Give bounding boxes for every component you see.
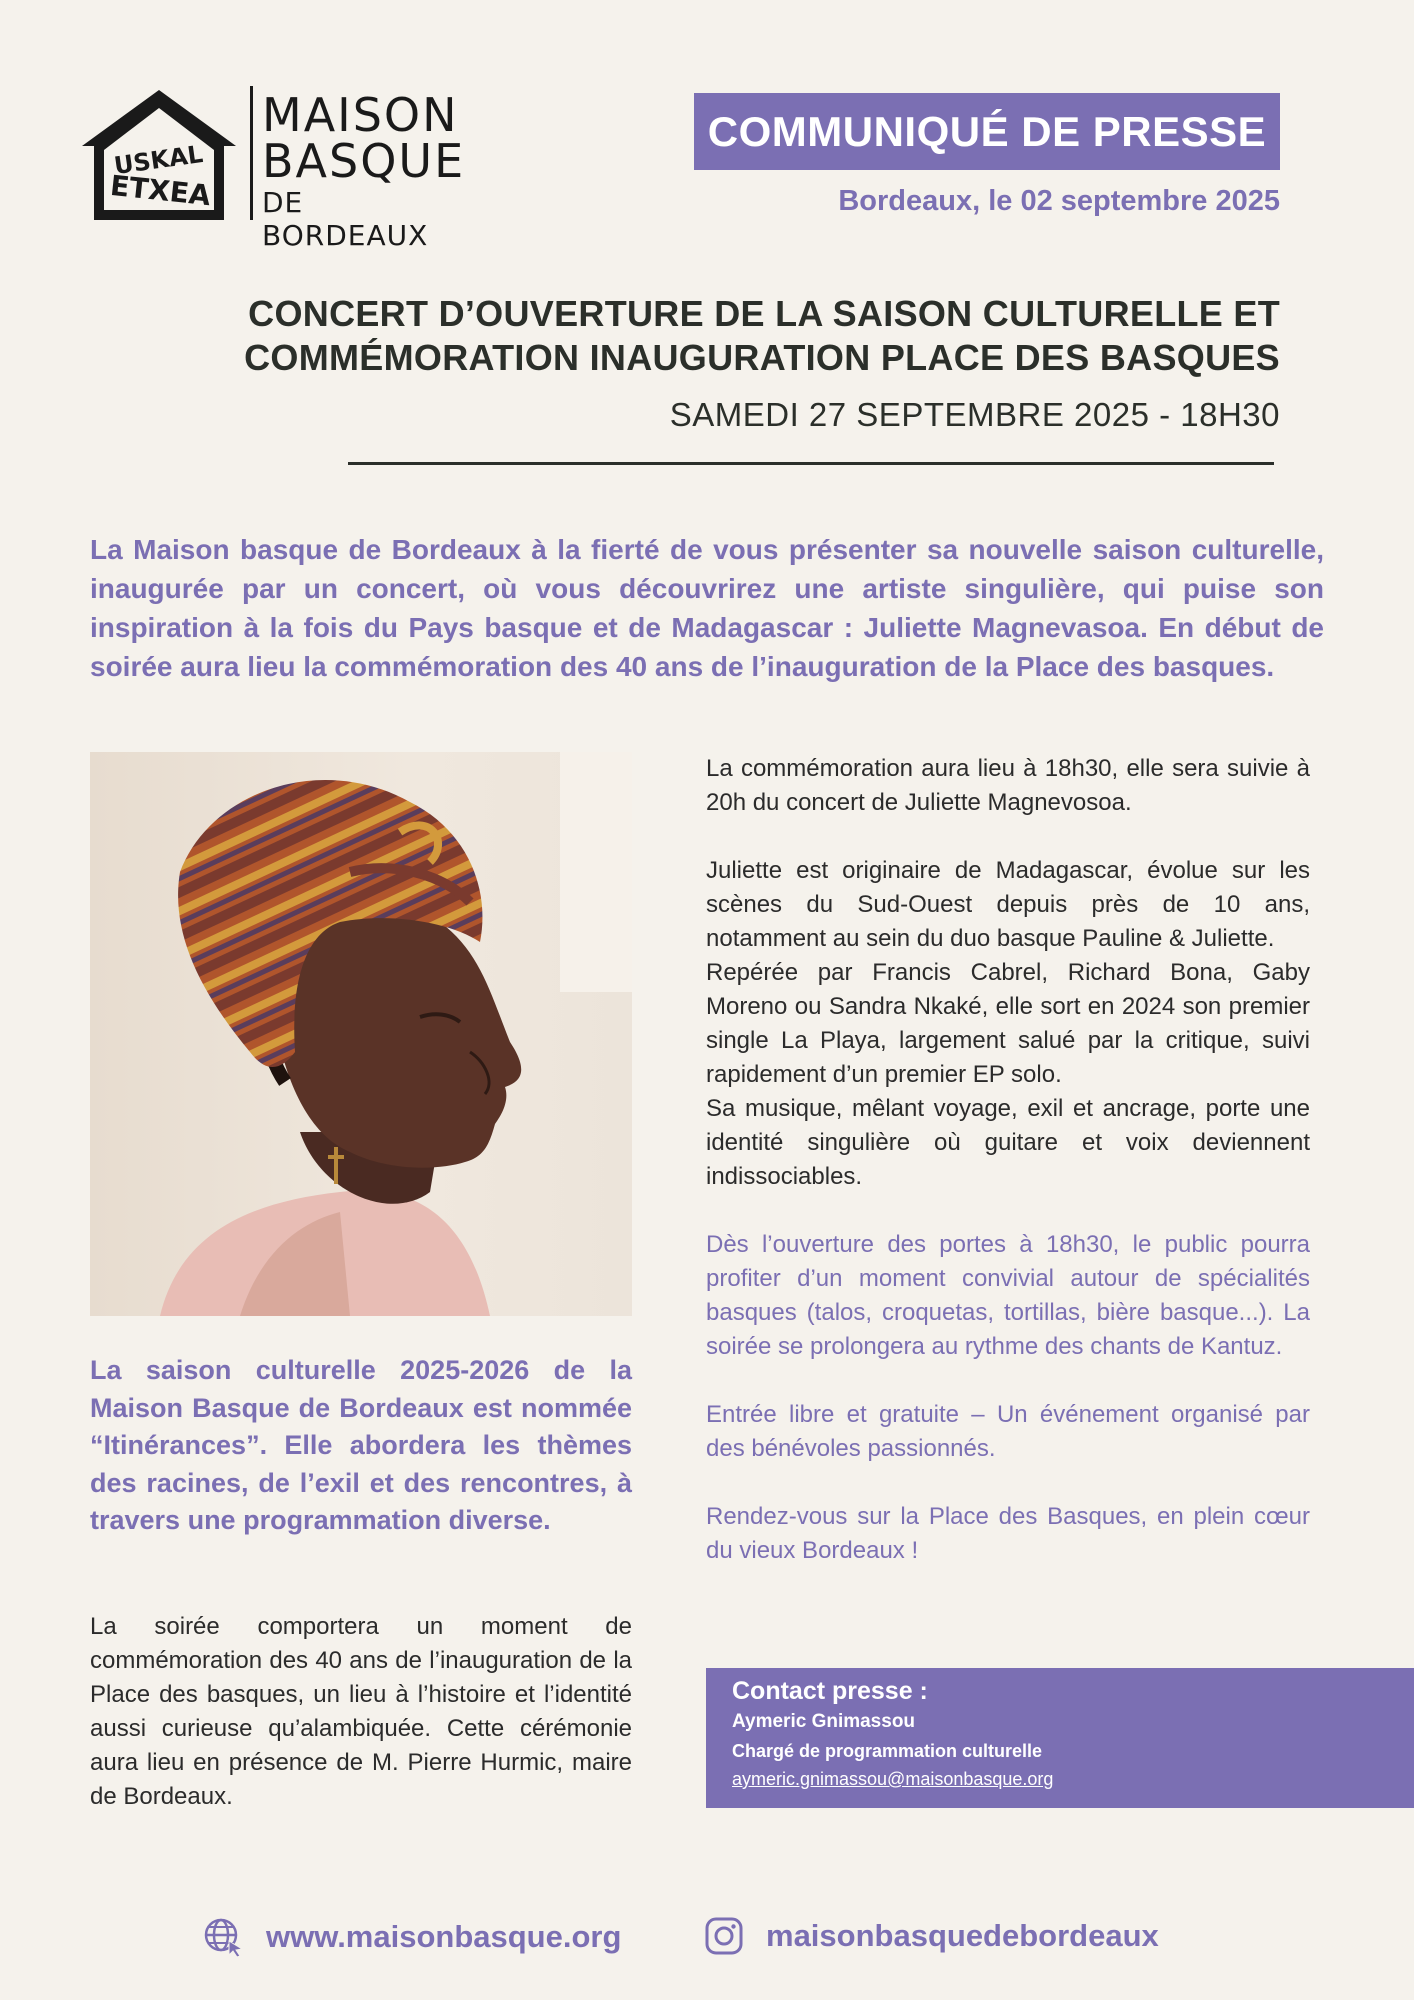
title-line-1: CONCERT D’OUVERTURE DE LA SAISON CULTURELLE ET bbox=[248, 293, 1280, 334]
press-release-banner: COMMUNIQUÉ DE PRESSE bbox=[694, 93, 1280, 170]
logo-text-maison: MAISON bbox=[262, 88, 459, 142]
title-divider bbox=[348, 462, 1274, 465]
paragraph-commemoration: La commémoration aura lieu à 18h30, elle sera suivie à 20h du concert de Juliette Magnevosoa. bbox=[706, 755, 1310, 816]
artist-photo-illustration bbox=[90, 752, 632, 1316]
footer bbox=[0, 1916, 1414, 1976]
footer-website-link[interactable] bbox=[202, 1916, 621, 1958]
title-line-2: COMMÉMORATION INAUGURATION PLACE DES BASQUES bbox=[244, 337, 1280, 378]
season-paragraph: La saison culturelle 2025-2026 de la Maison Basque de Bordeaux est nommée “Itinérances”. Elle abordera les thèmes des racines, de l’exil et des rencontres, à travers une programmation diverse. bbox=[90, 1355, 632, 1535]
paragraph-juliette-origin: Juliette est originaire de Madagascar, évolue sur les scènes du Sud-Ouest depuis près de 10 ans, notamment au sein du duo basque Pauline & Juliette. bbox=[706, 857, 1310, 952]
event-date: SAMEDI 27 SEPTEMBRE 2025 - 18H30 bbox=[669, 396, 1280, 433]
logo-text-bordeaux: DE BORDEAUX bbox=[262, 186, 429, 252]
paragraph-doors-open: Dès l’ouverture des portes à 18h30, le public pourra profiter d’un moment convivial autour de spécialités basques (talos, croquetas, tortillas, bière basque...). La soirée se prolongera au rythme des chants de Kantuz. bbox=[706, 1231, 1310, 1360]
instagram-icon bbox=[704, 1916, 744, 1956]
instagram-text: maisonbasquedebordeaux bbox=[766, 1918, 1159, 1953]
svg-text:USKAL: USKAL bbox=[112, 139, 205, 181]
logo bbox=[74, 84, 466, 252]
contact-role: Chargé de programmation culturelle bbox=[732, 1741, 1043, 1761]
globe-cursor-icon bbox=[202, 1916, 244, 1958]
footer-instagram-link[interactable] bbox=[704, 1916, 1159, 1956]
website-text: www.maisonbasque.org bbox=[266, 1919, 622, 1954]
evening-paragraph: La soirée comportera un moment de commémoration des 40 ans de l’inauguration de la Place des basques, un lieu à l’histoire et l’identité aussi curieuse qu’alambiquée. Cette cérémonie aura lieu en présence de M. Pierre Hurmic, maire de Bordeaux. bbox=[90, 1613, 632, 1810]
logo-divider bbox=[250, 86, 253, 220]
right-column bbox=[706, 752, 1310, 1602]
artist-photo bbox=[90, 752, 632, 1316]
paragraph-juliette-music: Sa musique, mêlant voyage, exil et ancrage, porte une identité singulière où guitare et voix deviennent indissociables. bbox=[706, 1095, 1310, 1190]
paragraph-free-entry: Entrée libre et gratuite – Un événement organisé par des bénévoles passionnés. bbox=[706, 1401, 1310, 1462]
title-block bbox=[130, 292, 1280, 434]
logo-text-basque: BASQUE bbox=[262, 134, 466, 188]
date-line: Bordeaux, le 02 septembre 2025 bbox=[838, 185, 1280, 217]
paragraph-rendezvous: Rendez-vous sur la Place des Basques, en plein cœur du vieux Bordeaux ! bbox=[706, 1503, 1310, 1564]
euskal-etxea-house-logo-icon bbox=[74, 84, 244, 224]
contact-name: Aymeric Gnimassou bbox=[732, 1711, 916, 1732]
paragraph-juliette-career: Repérée par Francis Cabrel, Richard Bona, Gaby Moreno ou Sandra Nkaké, elle sort en 2024 son premier single La Playa, largement salué par la critique, suivi rapidement d’un premier EP solo. bbox=[706, 959, 1310, 1088]
press-contact-box bbox=[706, 1668, 1414, 1808]
contact-title: Contact presse : bbox=[732, 1677, 928, 1705]
svg-text:ETXEA: ETXEA bbox=[108, 168, 213, 213]
contact-email-link[interactable]: aymeric.gnimassou@maisonbasque.org bbox=[732, 1769, 1054, 1789]
intro-paragraph: La Maison basque de Bordeaux à la fierté de vous présenter sa nouvelle saison culturelle, inaugurée par un concert, où vous découvrirez une artiste singulière, qui puise son inspiration à la fois du Pays basque et de Madagascar : Juliette Magnevasoa. En début de soirée aura lieu la commémoration des 40 ans de l’inauguration de la Place des basques. bbox=[90, 534, 1324, 682]
